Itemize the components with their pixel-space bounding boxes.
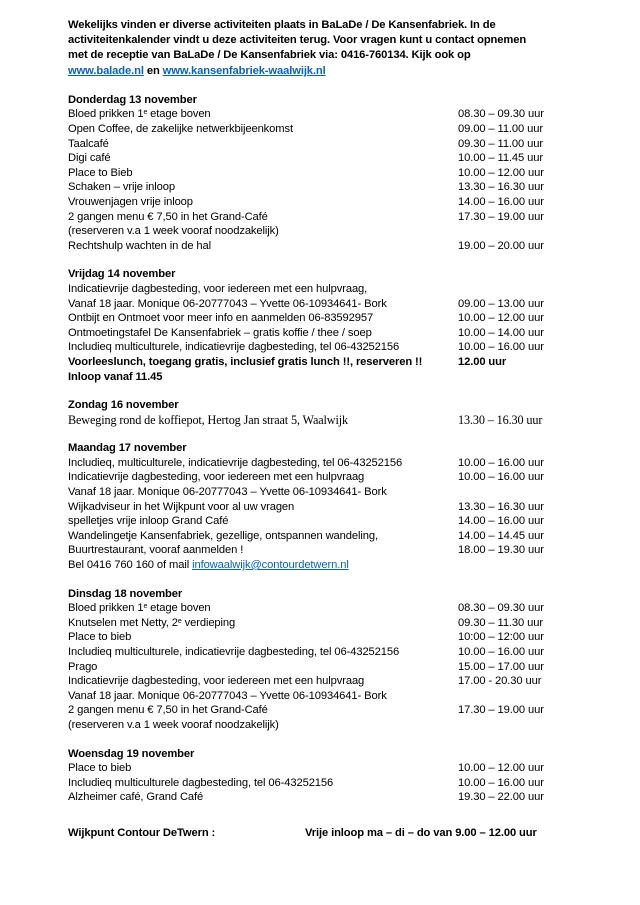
activity-time: 17.30 – 19.00 uur <box>458 210 544 223</box>
activity-row <box>68 500 580 515</box>
activity-time: 19.30 – 22.00 uur <box>458 791 544 804</box>
ordinal-suffix: e <box>177 617 182 625</box>
day-section <box>68 267 580 384</box>
activity-row <box>68 326 580 341</box>
activity-time: 09.00 – 11.00 uur <box>458 123 543 135</box>
activity-label: Indicatievrije dagbesteding, voor iedereen met een hulpvraag, <box>68 282 368 295</box>
activity-row <box>68 485 580 500</box>
activity-row <box>68 122 580 137</box>
footer-opening-hours: Vrije inloop ma – di – do van 9.00 – 12.00 uur <box>305 826 537 839</box>
activity-label: 2 gangen menu € 7,50 in het Grand-Café <box>68 210 268 223</box>
activity-label: Ontmoetingstafel De Kansenfabriek – gratis koffie / thee / soep <box>68 326 372 339</box>
activity-label <box>68 108 211 120</box>
activity-label: Includieq multiculturele dagbesteding, tel 06-43252156 <box>68 776 334 789</box>
activity-label: Schaken – vrije inloop <box>68 181 175 194</box>
activity-time: 18.00 – 19.30 uur <box>458 544 544 557</box>
activity-time: 17.30 – 19.00 uur <box>458 704 544 717</box>
activity-row <box>68 616 580 631</box>
balade-website-link[interactable]: www.balade.nl <box>68 64 144 77</box>
activity-time: 15.00 – 17.00 uur <box>458 660 544 673</box>
intro-text: Wekelijks vinden er diverse activiteiten plaats in BaLaDe / De Kansenfabriek. In de activiteitenkalender vindt u deze activiteiten terug. Voor vragen kunt u contact opnemen met de receptie van BaLaDe / De Kansenfabriek via: 0416-760134. Kijk ook op <box>68 19 527 62</box>
activity-row <box>68 370 580 385</box>
activity-label: Indicatievrije dagbesteding, voor iedereen met een hulpvraag <box>68 471 365 484</box>
activity-label <box>68 559 349 571</box>
activity-time: 13.30 – 16.30 uur <box>458 181 544 194</box>
activity-label: Digi café <box>68 152 111 165</box>
activity-label: Indicatievrije dagbesteding, voor iedereen met een hulpvraag <box>68 675 365 688</box>
activity-time: 13.30 – 16.30 uur <box>458 412 543 427</box>
activity-label <box>68 617 235 629</box>
activity-label-text: Bel 0416 760 160 of mail <box>68 559 193 572</box>
activity-row <box>68 224 580 239</box>
activity-row <box>68 297 580 312</box>
activity-label: Open Coffee, de zakelijke netwerkbijeenkomst <box>68 123 293 135</box>
activity-time: 09.00 – 13.00 uur <box>458 297 544 310</box>
activity-time: 14.00 – 16.00 uur <box>458 195 544 208</box>
activity-row <box>68 137 580 152</box>
activity-label: Includieq, multiculturele, indicatievrije dagbesteding, tel 06-43252156 <box>68 456 403 469</box>
activity-row <box>68 514 580 529</box>
activity-row <box>68 630 580 645</box>
activity-row <box>68 601 580 616</box>
activity-time: 10.00 – 16.00 uur <box>458 471 544 484</box>
activity-row <box>68 107 580 122</box>
kansenfabriek-website-link[interactable]: www.kansenfabriek-waalwijk.nl <box>162 64 326 77</box>
activity-row <box>68 543 580 558</box>
activity-time: 14.00 – 14.45 uur <box>458 529 544 542</box>
day-sections <box>68 93 580 805</box>
activity-row <box>68 166 580 181</box>
activity-row <box>68 718 580 733</box>
activity-time: 09.30 – 11.00 uur <box>458 137 543 150</box>
activity-row <box>68 151 580 166</box>
activity-label: Buurtrestaurant, vooraf aanmelden ! <box>68 544 244 557</box>
activity-label-text: Knutselen met Netty, 2 <box>68 616 178 629</box>
activity-time: 08.30 – 09.30 uur <box>458 108 544 121</box>
activity-label: Vrouwenjagen vrije inloop <box>68 195 193 208</box>
day-title: Dinsdag 18 november <box>68 587 183 600</box>
activity-row <box>68 195 580 210</box>
activity-label: 2 gangen menu € 7,50 in het Grand-Café <box>68 704 268 717</box>
activity-label: Wandelingetje Kansenfabriek, gezellige, ontspannen wandeling, <box>68 529 378 542</box>
activity-label: Place to Bieb <box>68 166 133 179</box>
activity-label: Includieq multiculturele, indicatievrije dagbesteding, tel 06-43252156 <box>68 341 400 354</box>
activity-label: Prago <box>68 660 98 673</box>
activity-row <box>68 790 580 805</box>
activity-label: (reserveren v.a 1 week vooraf noodzakelijk) <box>68 718 279 731</box>
activity-row <box>68 776 580 791</box>
activity-row <box>68 529 580 544</box>
activity-time: 10.00 – 14.00 uur <box>458 326 544 339</box>
day-section <box>68 587 580 733</box>
activity-label-text: Bloed prikken 1 <box>68 602 144 615</box>
activity-row <box>68 413 580 428</box>
activity-time: 14.00 – 16.00 uur <box>458 515 544 528</box>
day-title: Vrijdag 14 november <box>68 268 176 281</box>
activity-time: 10.00 – 16.00 uur <box>458 646 544 658</box>
activity-row <box>68 674 580 689</box>
activity-row <box>68 210 580 225</box>
activity-time: 12.00 uur <box>458 355 507 368</box>
day-section <box>68 441 580 572</box>
day-title: Maandag 17 november <box>68 442 187 455</box>
activity-time: 10.00 – 16.00 uur <box>458 341 544 354</box>
activity-time: 10.00 – 12.00 uur <box>458 166 544 179</box>
activity-time: 10.00 – 12.00 uur <box>458 762 544 775</box>
footer <box>68 826 580 841</box>
activity-label: Beweging rond de koffiepot, Hertog Jan straat 5, Waalwijk <box>68 412 348 427</box>
activity-label: Vanaf 18 jaar. Monique 06-20777043 – Yvette 06-10934641- Bork <box>68 689 387 702</box>
ordinal-suffix: e <box>143 109 148 117</box>
activity-label: spelletjes vrije inloop Grand Café <box>68 515 229 528</box>
activity-row <box>68 282 580 297</box>
activity-label: Place to bieb <box>68 762 132 775</box>
activity-label: Wijkadviseur in het Wijkpunt voor al uw vragen <box>68 500 295 513</box>
activity-time: 08.30 – 09.30 uur <box>458 602 544 615</box>
activity-row <box>68 239 580 254</box>
activity-label: (reserveren v.a 1 week vooraf noodzakelijk) <box>68 225 279 238</box>
activity-label: Vanaf 18 jaar. Monique 06-20777043 – Yvette 06-10934641- Bork <box>68 297 387 310</box>
activity-time: 13.30 – 16.30 uur <box>458 500 544 513</box>
activity-row <box>68 660 580 675</box>
activity-label: Inloop vanaf 11.45 <box>68 370 163 383</box>
activity-row <box>68 180 580 195</box>
activity-label: Rechtshulp wachten in de hal <box>68 239 212 252</box>
activity-label: Place to bieb <box>68 631 132 644</box>
activity-label-text-tail: verdieping <box>181 616 236 629</box>
intro-paragraph <box>68 18 546 79</box>
day-section <box>68 747 580 805</box>
activity-time: 09.30 – 11.30 uur <box>458 616 543 629</box>
activity-time: 10:00 – 12:00 uur <box>458 631 544 644</box>
activity-label-text-tail: etage boven <box>147 108 211 121</box>
activity-time: 10.00 – 11.45 uur <box>458 152 543 165</box>
activity-row <box>68 340 580 355</box>
footer-label: Wijkpunt Contour DeTwern : <box>68 826 216 839</box>
activity-label-text-tail: etage boven <box>147 602 211 615</box>
activity-time: 17.00 - 20.30 uur <box>458 675 542 688</box>
activity-row <box>68 456 580 471</box>
day-title: Donderdag 13 november <box>68 93 197 106</box>
activity-time: 10.00 – 12.00 uur <box>458 312 544 325</box>
activity-row <box>68 355 580 370</box>
ordinal-suffix: e <box>143 603 148 611</box>
day-title: Zondag 16 november <box>68 399 179 412</box>
activity-label: Includieq multiculturele, indicatievrije dagbesteding, tel 06-43252156 <box>68 646 400 658</box>
activity-label: Alzheimer café, Grand Café <box>68 791 204 804</box>
activity-time: 19.00 – 20.00 uur <box>458 239 544 252</box>
intro-conjunction: en <box>143 64 163 77</box>
day-section <box>68 398 580 427</box>
activity-label: Vanaf 18 jaar. Monique 06-20777043 – Yvette 06-10934641- Bork <box>68 486 387 499</box>
day-title: Woensdag 19 november <box>68 747 195 760</box>
activity-label: Ontbijt en Ontmoet voor meer info en aanmelden 06-83592957 <box>68 312 374 325</box>
activity-label-text: Bloed prikken 1 <box>68 108 144 121</box>
email-link[interactable]: infowaalwijk@contourdetwern.nl <box>192 559 349 572</box>
activity-label: Voorleeslunch, toegang gratis, inclusief gratis lunch !!, reserveren !! <box>68 355 423 368</box>
activity-row <box>68 689 580 704</box>
activity-row <box>68 645 580 660</box>
activity-row <box>68 761 580 776</box>
activity-label: Taalcafé <box>68 137 109 150</box>
day-section <box>68 93 580 254</box>
activity-time: 10.00 – 16.00 uur <box>458 776 544 789</box>
activity-row <box>68 703 580 718</box>
activity-time: 10.00 – 16.00 uur <box>458 456 544 469</box>
activity-row <box>68 311 580 326</box>
activity-label <box>68 602 211 614</box>
activity-row <box>68 558 580 573</box>
activity-row <box>68 470 580 485</box>
